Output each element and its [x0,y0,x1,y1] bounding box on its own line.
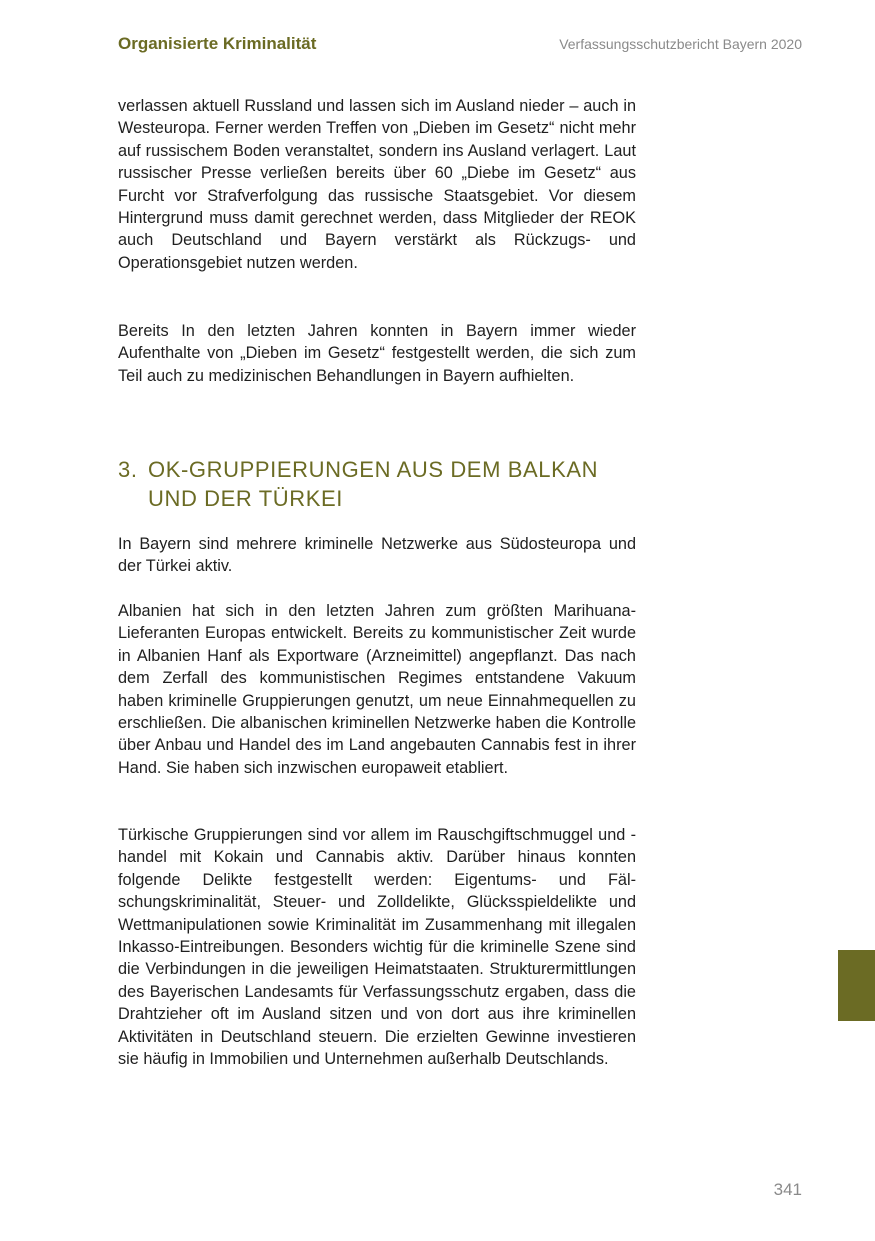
running-head-section-title: Organisierte Kriminalität [118,34,317,53]
paragraph-4: Albanien hat sich in den letzten Jahren zum größten Marihuana-Lieferanten Europas entwickelt. Bereits zu kommunistischer Zeit wurde in Albanien Hanf als Exportware (Arzneimittel) angepflanzt. Das nach dem Zerfall des kommunistischen Regimes entstandene Vakuum haben kriminelle Gruppierungen genutzt, um neue Einnahmequellen zu erschließen. Die albanischen kriminellen Netzwerke haben die Kontrolle über Anbau und Handel des im Land angebauten Cannabis fest in ihrer Hand. Sie haben sich inzwischen europaweit etabliert. [118,602,636,777]
paragraph-2: Bereits In den letzten Jahren konnten in Bayern immer wieder Aufenthalte von „Dieben im Gesetz“ festgestellt werden, die sich zum Teil auch zu medizinischen Behandlungen in Bayern aufhielten. [118,322,636,385]
paragraph-1: verlassen aktuell Russland und lassen sich im Ausland nieder – auch in Westeuropa. Ferner werden Treffen von „Dieben im Gesetz“ nicht mehr auf russischem Boden veranstaltet, sondern ins Ausland verlagert. Laut russischer Presse verließen bereits über 60 „Diebe im Gesetz“ aus Furcht vor Strafverfolgung das russische Staatsgebiet. Vor diesem Hintergrund muss damit gerechnet werden, dass Mitglieder der REOK auch Deutschland und Bayern verstärkt als Rückzugs- und Operationsgebiet nutzen werden. [118,97,636,272]
section-heading-line-2: UND DER TÜRKEI [148,486,344,511]
section-heading-line-1: OK-GRUPPIERUNGEN AUS DEM BALKAN [148,457,599,482]
paragraph-3: In Bayern sind mehrere kriminelle Netzwerke aus Südosteuropa und der Türkei aktiv. [118,535,636,576]
chapter-tab-marker [838,950,875,1021]
section-heading [118,455,678,513]
page-number: 341 [773,1180,802,1199]
running-head-report-title: Verfassungsschutzbericht Bayern 2020 [559,36,802,52]
paragraph-5: Türkische Gruppierungen sind vor allem im Rauschgiftschmuggel und -handel mit Kokain und Cannabis aktiv. Darüber hinaus konnten folgende Delikte festgestellt werden: Eigentums- und Fälschungskriminalität, Steuer- und Zolldelikte, Glücksspieldelikte und Wettmanipulationen sowie Kriminalität im Zusammenhang mit illegalen Inkasso-Eintreibungen. Besonders wichtig für die kriminelle Szene sind die Verbindungen in die jeweiligen Heimatstaaten. Strukturermittlungen des Bayerischen Landesamts für Verfassungsschutz ergaben, dass die Drahtzieher oft im Ausland sitzen und von dort aus ihre kriminellen Aktivitäten in Deutschland steuern. Die erzielten Gewinne investieren sie häufig in Immobilien und Unternehmen außerhalb Deutschlands. [118,826,636,1069]
section-heading-number: 3. [118,457,138,482]
